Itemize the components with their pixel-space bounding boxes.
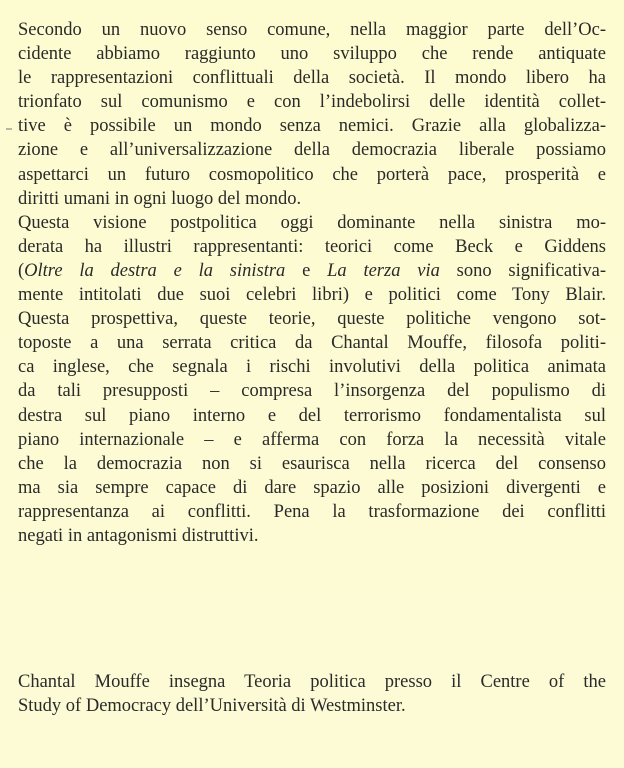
blurb-line: mente intitolati due suoi celebri libri) e politici come Tony Blair. (18, 285, 606, 306)
blurb-line: da tali presupposti – compresa l’insorgenza del populismo di (18, 381, 606, 402)
author-bio (18, 670, 606, 718)
blurb-line: derata ha illustri rappresentanti: teorici come Beck e Giddens (18, 236, 606, 257)
blurb-line: Questa visione postpolitica oggi dominante nella sinistra mo- (18, 212, 606, 233)
blurb-line: toposte a una serrata critica da Chantal Mouffe, filosofa politi- (18, 333, 606, 354)
blurb-line: cidente abbiamo raggiunto uno sviluppo che rende antiquate (18, 44, 606, 65)
blurb-line: Questa prospettiva, queste teorie, queste politiche vengono sot- (18, 309, 606, 330)
bio-line: Study of Democracy dell’Università di Westminster. (18, 696, 406, 717)
blurb-line: ma sia sempre capace di dare spazio alle posizioni divergenti e (18, 477, 606, 498)
blurb-line: negati in antagonismi distruttivi. (18, 525, 259, 546)
blurb-text (18, 18, 606, 548)
blurb-line: diritti umani in ogni luogo del mondo. (18, 188, 302, 209)
blurb-line: zione e all’universalizzazione della democrazia liberale possiamo (18, 140, 606, 161)
blurb-line-with-titles (18, 259, 606, 283)
blurb-line: trionfato sul comunismo e con l’indebolirsi delle identità collet- (18, 92, 606, 113)
line-tail: sono significativa- (439, 260, 607, 281)
blurb-line: rappresentanza ai conflitti. Pena la trasformazione dei conflitti (18, 501, 606, 522)
blurb-line: le rappresentazioni conflittuali della società. Il mondo libero ha (18, 68, 606, 89)
blurb-line: ca inglese, che segnala i rischi involutivi della politica animata (18, 357, 606, 378)
blurb-line: piano internazionale – e afferma con forza la necessità vitale (18, 429, 606, 450)
bio-line: Chantal Mouffe insegna Teoria politica presso il Centre of the (18, 672, 606, 692)
book-title-oltre: Oltre la destra e la sinistra (24, 260, 286, 281)
blurb-line: destra sul piano interno e del terrorismo fondamentalista sul (18, 405, 606, 426)
blurb-line: Secondo un nuovo senso comune, nella maggior parte dell’Oc- (18, 20, 606, 40)
blurb-line: aspettarci un futuro cosmopolitico che porterà pace, prosperità e (18, 164, 606, 185)
conjunction: e (285, 260, 328, 281)
margin-mark (6, 128, 12, 130)
blurb-line: che la democrazia non si esaurisca nella ricerca del consenso (18, 453, 606, 474)
book-title-terza-via: La terza via (327, 260, 440, 281)
blurb-line: tive è possibile un mondo senza nemici. Grazie alla globalizza- (18, 116, 606, 137)
paren-open: ( (18, 260, 25, 281)
